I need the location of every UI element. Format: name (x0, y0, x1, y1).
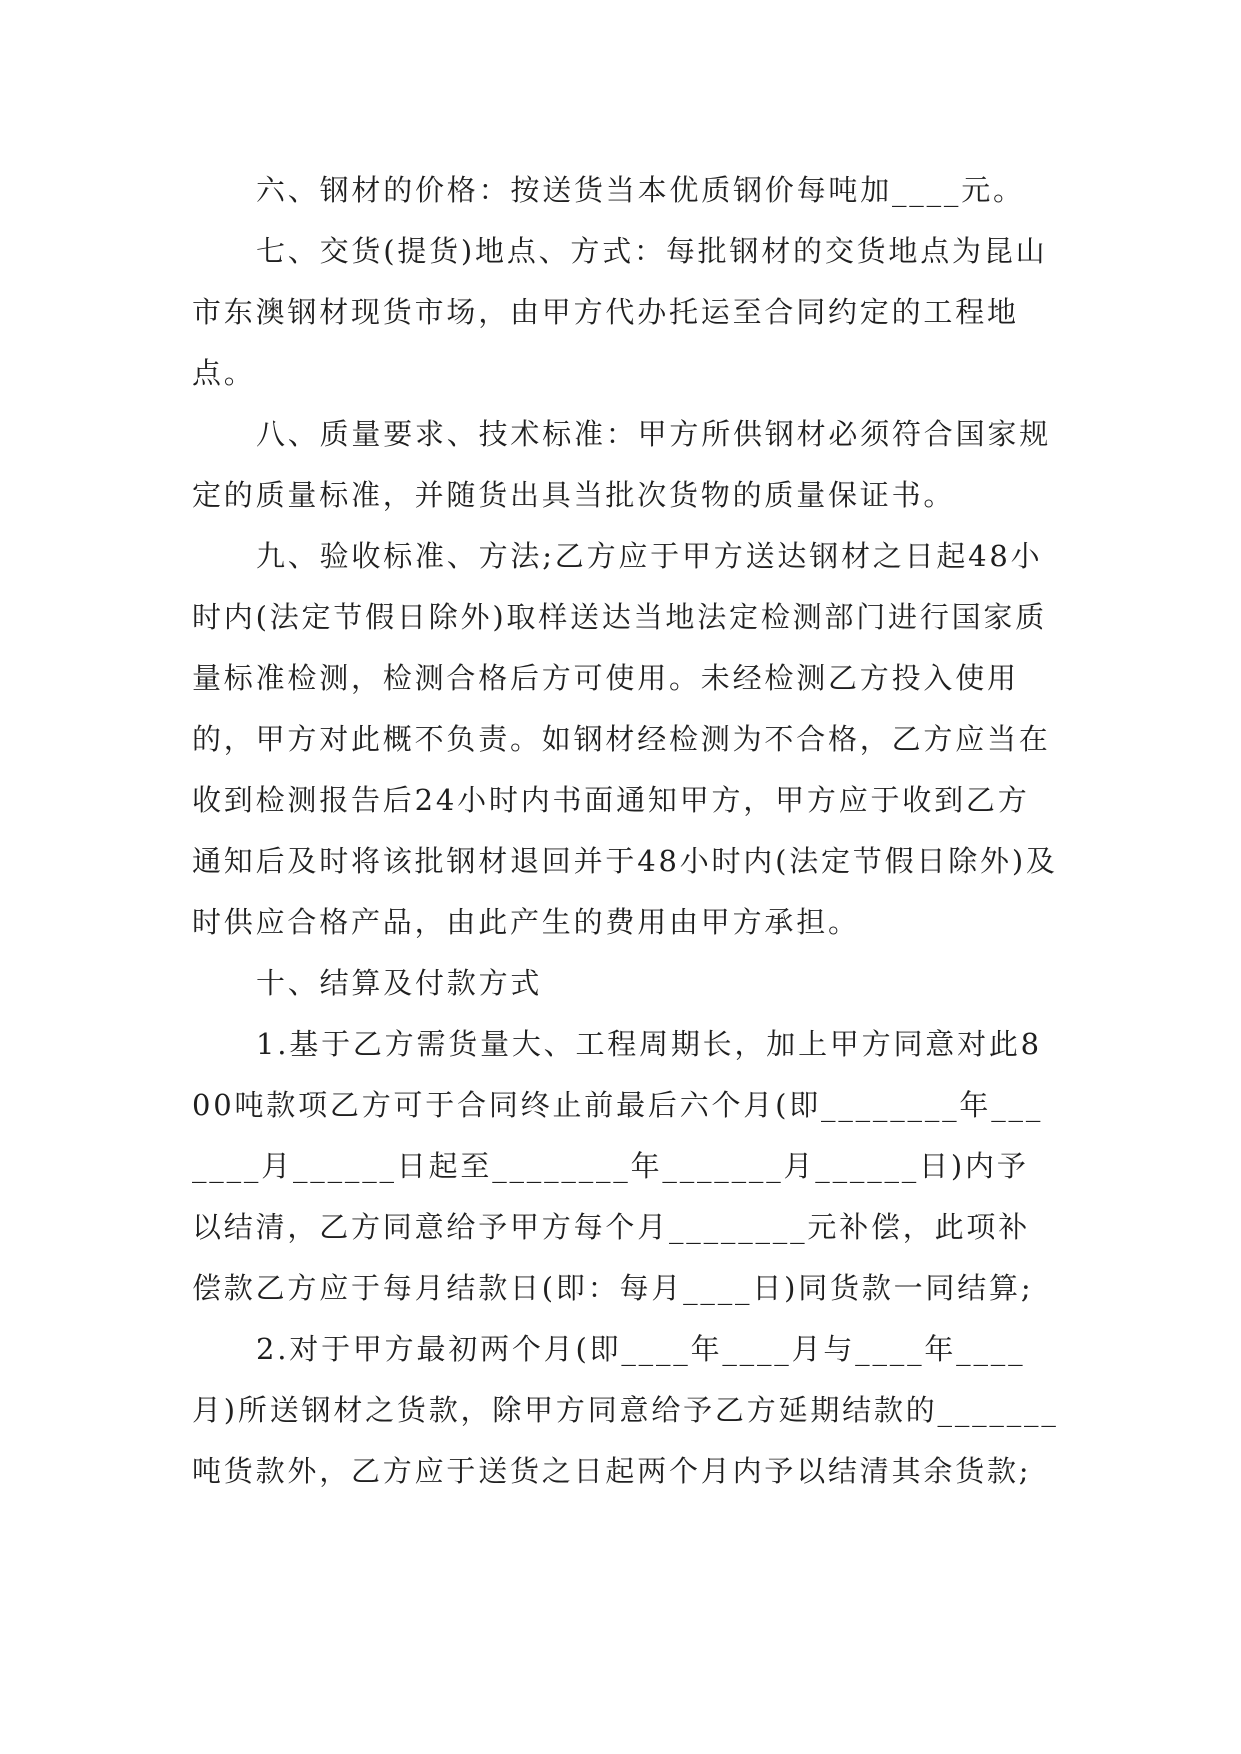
clause-6-price: 六、钢材的价格：按送货当本优质钢价每吨加____元。 (256, 173, 1025, 207)
document-body (192, 160, 1060, 1502)
clause-10-item-2: 2.对于甲方最初两个月(即____年____月与____年____月)所送钢材之货款，除甲方同意给予乙方延期结款的_______吨货款外，乙方应于送货之日起两个月内予以结清其余货款; (192, 1332, 1059, 1488)
clause-10-heading: 十、结算及付款方式 (256, 966, 543, 1000)
clause-10-item-1: 1.基于乙方需货量大、工程周期长，加上甲方同意对此800吨款项乙方可于合同终止前最后六个月(即________年_______月______日起至________年_______月______日)内予以结清，乙方同意给予甲方每个月________元补偿，此项补偿款乙方应于每月结款日(即：每月____日)同货款一同结算; (192, 1027, 1044, 1305)
clause-7-delivery: 七、交货(提货)地点、方式：每批钢材的交货地点为昆山市东澳钢材现货市场，由甲方代办托运至合同约定的工程地点。 (192, 234, 1048, 390)
clause-9-acceptance: 九、验收标准、方法;乙方应于甲方送达钢材之日起48小时内(法定节假日除外)取样送达当地法定检测部门进行国家质量标准检测，检测合格后方可使用。未经检测乙方投入使用的，甲方对此概不负责。如钢材经检测为不合格，乙方应当在收到检测报告后24小时内书面通知甲方，甲方应于收到乙方通知后及时将该批钢材退回并于48小时内(法定节假日除外)及时供应合格产品，由此产生的费用由甲方承担。 (192, 539, 1058, 939)
clause-8-quality: 八、质量要求、技术标准：甲方所供钢材必须符合国家规定的质量标准，并随货出具当批次货物的质量保证书。 (192, 417, 1052, 512)
